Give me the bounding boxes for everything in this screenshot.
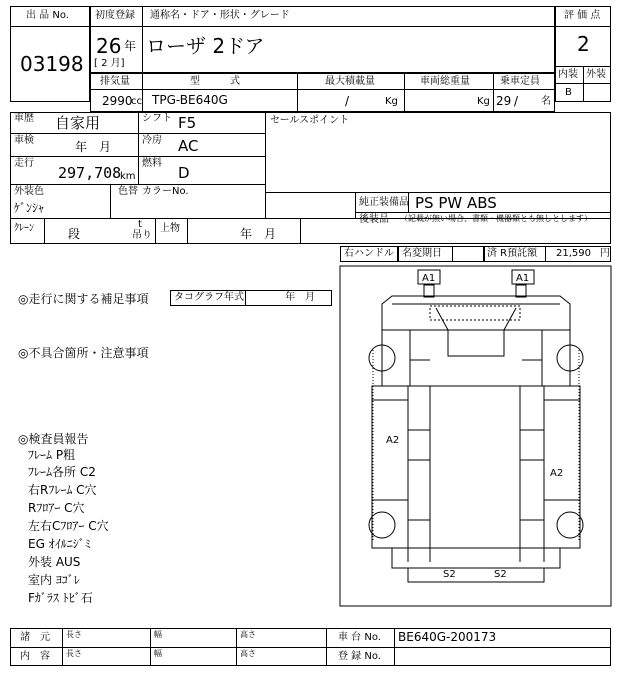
lot-number: 03198	[20, 52, 84, 76]
damage-mark: S2	[494, 569, 507, 580]
crane-ton: t	[138, 219, 142, 230]
width-label: 幅	[154, 649, 162, 658]
name-change-label: 名変期日	[402, 248, 442, 259]
inspection-label: 車検	[14, 135, 34, 146]
ac-value: AC	[178, 137, 199, 155]
damage-mark: A1	[422, 273, 436, 284]
inspector-line: ﾌﾚｰﾑ P粗	[28, 448, 76, 462]
first-reg-label: 初度登録	[95, 10, 135, 21]
inspector-line: 左右Cﾌﾛｱｰ C穴	[28, 519, 109, 533]
displacement-unit: cc	[131, 96, 142, 107]
handle-value: 右ハンドル	[344, 248, 394, 259]
width-label: 幅	[154, 630, 162, 639]
model-name: ローザ 2ドア	[146, 34, 265, 58]
inspector-line: Rﾌﾛｱｰ C穴	[28, 501, 85, 515]
history-label: 車歴	[14, 113, 34, 124]
displacement-value: 2990	[102, 94, 133, 108]
tacho-label: タコグラフ年式	[174, 292, 244, 303]
score-value: 2	[577, 32, 590, 56]
inspector-line: 右Rﾌﾚｰﾑ C穴	[28, 483, 97, 497]
driving-notes-title: ◎走行に関する補足事項	[18, 292, 149, 306]
inspector-line: 室内 ﾖｺﾞﾚ	[28, 573, 80, 587]
damage-mark: S2	[443, 569, 456, 580]
interior-grade: B	[565, 87, 572, 98]
contents-label: 内 容	[20, 651, 50, 662]
exterior-label: 外装	[586, 69, 606, 80]
gross-weight-label: 車両総重量	[420, 76, 470, 87]
color-label: 外装色	[14, 186, 44, 197]
mileage-unit: km	[120, 171, 136, 182]
mileage-label: 走行	[14, 158, 34, 169]
shift-label: シフト	[142, 113, 172, 124]
inspector-line: ﾌﾚｰﾑ各所 C2	[28, 465, 96, 479]
inspector-line: EG ｵｲﾙﾆｼﾞﾐ	[28, 537, 91, 551]
crane-label: ｸﾚｰﾝ	[14, 223, 34, 234]
damage-mark: A2	[550, 468, 564, 479]
reg-month: [ 2 月]	[94, 58, 125, 69]
selling-points-label: セールスポイント	[270, 115, 350, 126]
gross-weight-unit: Kg	[477, 96, 490, 107]
crane-lift: 吊り	[132, 230, 152, 241]
recycle-label: 済 R預託額	[487, 248, 538, 259]
max-load-unit: Kg	[385, 96, 398, 107]
model-code-label: 型 式	[190, 76, 240, 87]
fuel-value: D	[178, 164, 190, 182]
inspector-line: Fｶﾞﾗｽ ﾄﾋﾞ石	[28, 591, 93, 605]
score-label: 評 価 点	[564, 10, 601, 21]
reg-year: 26	[96, 34, 122, 58]
color-code-label: カラーNo.	[142, 186, 189, 197]
shift-value: F5	[178, 114, 197, 132]
capacity-separator: /	[514, 94, 519, 108]
height-label: 高さ	[240, 649, 256, 658]
aftermarket-label: 後装品	[359, 214, 389, 225]
tacho-date: 年 月	[285, 292, 315, 303]
aftermarket-note: （記載が無い場合、書類・機器類とも無しとします）	[400, 214, 592, 223]
dims-label: 諸 元	[20, 632, 50, 643]
damage-marks	[386, 270, 563, 580]
reg-number-label: 登 録 No.	[338, 651, 381, 662]
equipment-value: PS PW ABS	[415, 194, 497, 212]
model-code: TPG-BE640G	[152, 93, 228, 107]
max-load-label: 最大積載量	[325, 76, 375, 87]
reg-year-unit: 年	[124, 39, 137, 53]
damage-mark: A2	[386, 435, 400, 446]
height-label: 高さ	[240, 630, 256, 639]
length-label: 長さ	[66, 649, 82, 658]
capacity-unit: 名	[541, 96, 551, 107]
chassis-label: 車 台 No.	[338, 632, 381, 643]
interior-label: 内装	[558, 69, 578, 80]
color-change-label: 色替	[118, 186, 138, 197]
upper-label: 上物	[160, 223, 180, 234]
inspector-title: ◎検査員報告	[18, 432, 89, 446]
displacement-label: 排気量	[100, 76, 130, 87]
chassis-number: BE640G-200173	[398, 630, 497, 644]
inspection-value: 年 月	[75, 140, 112, 154]
mileage-value: 297,708	[58, 164, 122, 182]
fuel-label: 燃料	[142, 158, 162, 169]
length-label: 長さ	[66, 630, 82, 639]
yen-unit: 円	[600, 248, 610, 259]
max-load-value: /	[345, 94, 350, 108]
color-value: ｹﾞﾝｼｬ	[14, 201, 45, 215]
inspector-line: 外装 AUS	[28, 555, 81, 569]
model-label: 通称名・ドア・形状・グレード	[150, 10, 290, 21]
upper-date: 年 月	[240, 227, 277, 241]
capacity-value: 29	[496, 94, 512, 108]
equipment-label: 純正装備品	[359, 197, 409, 208]
defects-title: ◎不具合箇所・注意事項	[18, 346, 149, 360]
capacity-label: 乗車定員	[500, 76, 540, 87]
damage-mark: A1	[516, 273, 530, 284]
history-value: 自家用	[55, 114, 101, 132]
ac-label: 冷房	[142, 135, 162, 146]
recycle-amount: 21,590	[556, 248, 591, 259]
lot-label: 出 品 No.	[26, 10, 69, 21]
crane-steps: 段	[68, 227, 81, 241]
